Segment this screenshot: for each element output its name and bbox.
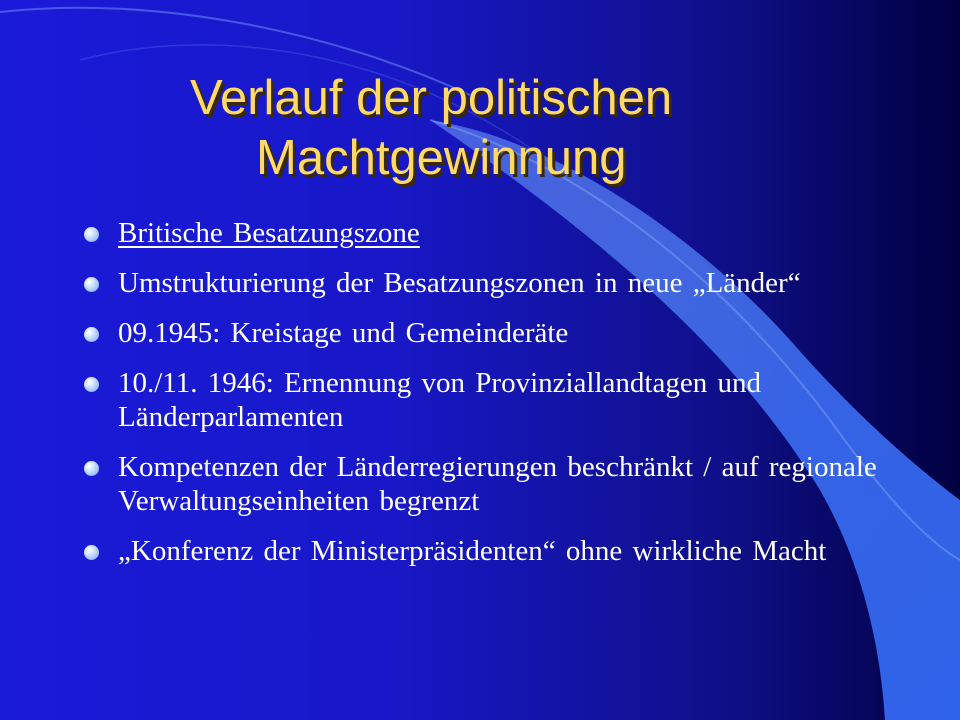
bullet-item	[84, 450, 884, 518]
bullet-dot-icon	[84, 227, 99, 242]
slide-title	[190, 68, 850, 188]
bullet-item	[84, 366, 884, 434]
bullet-item	[84, 216, 884, 250]
bullet-item	[84, 534, 884, 568]
bullet-item	[84, 266, 884, 300]
bullet-text: Britische Besatzungszone	[118, 217, 420, 249]
bullet-dot-icon	[84, 461, 99, 476]
slide-title-line-2: Machtgewinnung	[256, 131, 627, 185]
bullet-dot-icon	[84, 545, 99, 560]
bullet-text: „Konferenz der Ministerpräsidenten“ ohne wirkliche Macht	[118, 535, 827, 567]
bullet-text: Umstrukturierung der Besatzungszonen in neue „Länder“	[118, 267, 801, 299]
bullet-text: Kompetenzen der Länderregierungen beschränkt / auf regionale Verwaltungseinheiten begrenzt	[118, 451, 877, 517]
bullet-text: 10./11. 1946: Ernennung von Provinziallandtagen und Länderparlamenten	[118, 367, 761, 433]
bullet-dot-icon	[84, 277, 99, 292]
slide-title-line-1: Verlauf der politischen	[190, 71, 673, 125]
bullet-item	[84, 316, 884, 350]
bullet-dot-icon	[84, 327, 99, 342]
bullet-dot-icon	[84, 377, 99, 392]
bullet-text: 09.1945: Kreistage und Gemeinderäte	[118, 317, 569, 349]
bullet-list	[84, 216, 884, 584]
